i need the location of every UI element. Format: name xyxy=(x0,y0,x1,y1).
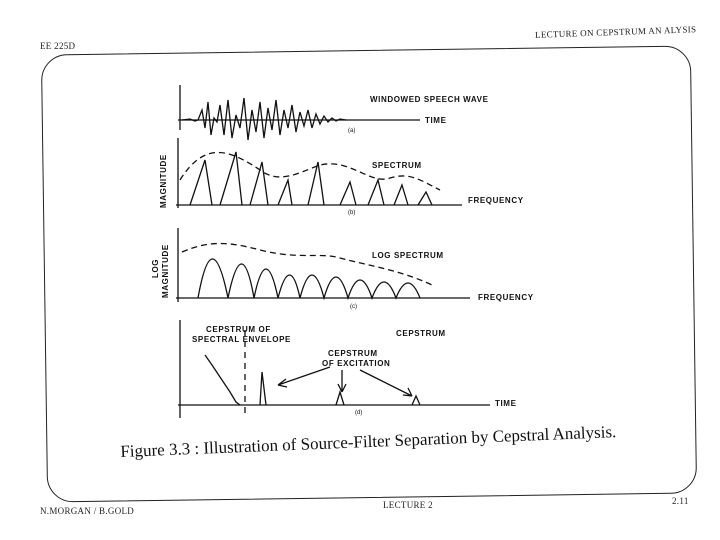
panel-b-tag: (b) xyxy=(348,210,356,216)
panel-c-ylabel-line2: MAGNITUDE xyxy=(161,244,170,298)
excitation-arrow-3 xyxy=(360,370,412,396)
envelope-cepstrum-label-1: CEPSTRUM OF xyxy=(206,325,271,334)
panel-d-label: CEPSTRUM xyxy=(396,329,446,338)
footer-authors: N.MORGAN / B.GOLD xyxy=(40,506,135,516)
panel-c xyxy=(176,228,470,302)
panel-d-axis-label: TIME xyxy=(495,399,517,408)
log-spectrum-arches xyxy=(198,259,420,298)
excitation-pulse-3 xyxy=(412,396,420,405)
panel-b-ylabel: MAGNITUDE xyxy=(159,154,168,208)
envelope-cepstrum-label-2: SPECTRAL ENVELOPE xyxy=(192,335,291,344)
panel-c-axis-label: FREQUENCY xyxy=(478,293,534,302)
excitation-pulse-2 xyxy=(336,392,344,405)
panel-a-label: WINDOWED SPEECH WAVE xyxy=(370,95,489,104)
excitation-pulse-1 xyxy=(260,372,266,405)
excitation-arrow-1 xyxy=(278,367,330,387)
panel-b-axis-label: FREQUENCY xyxy=(468,196,524,205)
panel-c-label: LOG SPECTRUM xyxy=(372,251,444,260)
spectral-envelope-dashed xyxy=(180,153,440,191)
figure-caption: Figure 3.3 : Illustration of Source-Filter Separation by Cepstral Analysis. xyxy=(120,422,617,461)
page-number: 2.11 xyxy=(672,496,689,506)
spectrum-harmonics xyxy=(190,152,432,205)
excitation-cepstrum-label-2: OF EXCITATION xyxy=(322,359,391,368)
panel-a-axis-label: TIME xyxy=(425,116,447,125)
panel-d-tag: (d) xyxy=(355,410,363,416)
panel-b xyxy=(176,138,462,208)
panel-b-label: SPECTRUM xyxy=(372,161,422,170)
envelope-cepstrum-curve xyxy=(205,355,240,405)
panel-a-tag: (a) xyxy=(348,128,356,134)
panel-c-ylabel-line1: LOG xyxy=(151,258,160,278)
footer-lecture: LECTURE 2 xyxy=(383,500,433,510)
excitation-cepstrum-label-1: CEPSTRUM xyxy=(328,349,378,358)
lecture-title: LECTURE ON CEPSTRUM AN ALYSIS xyxy=(534,24,697,40)
cepstrum-figure xyxy=(150,80,550,420)
panel-a xyxy=(178,85,420,140)
excitation-arrow-2 xyxy=(338,370,346,392)
course-code: EE 225D xyxy=(40,41,76,51)
speech-waveform xyxy=(182,98,346,140)
panel-c-tag: (c) xyxy=(350,304,357,310)
